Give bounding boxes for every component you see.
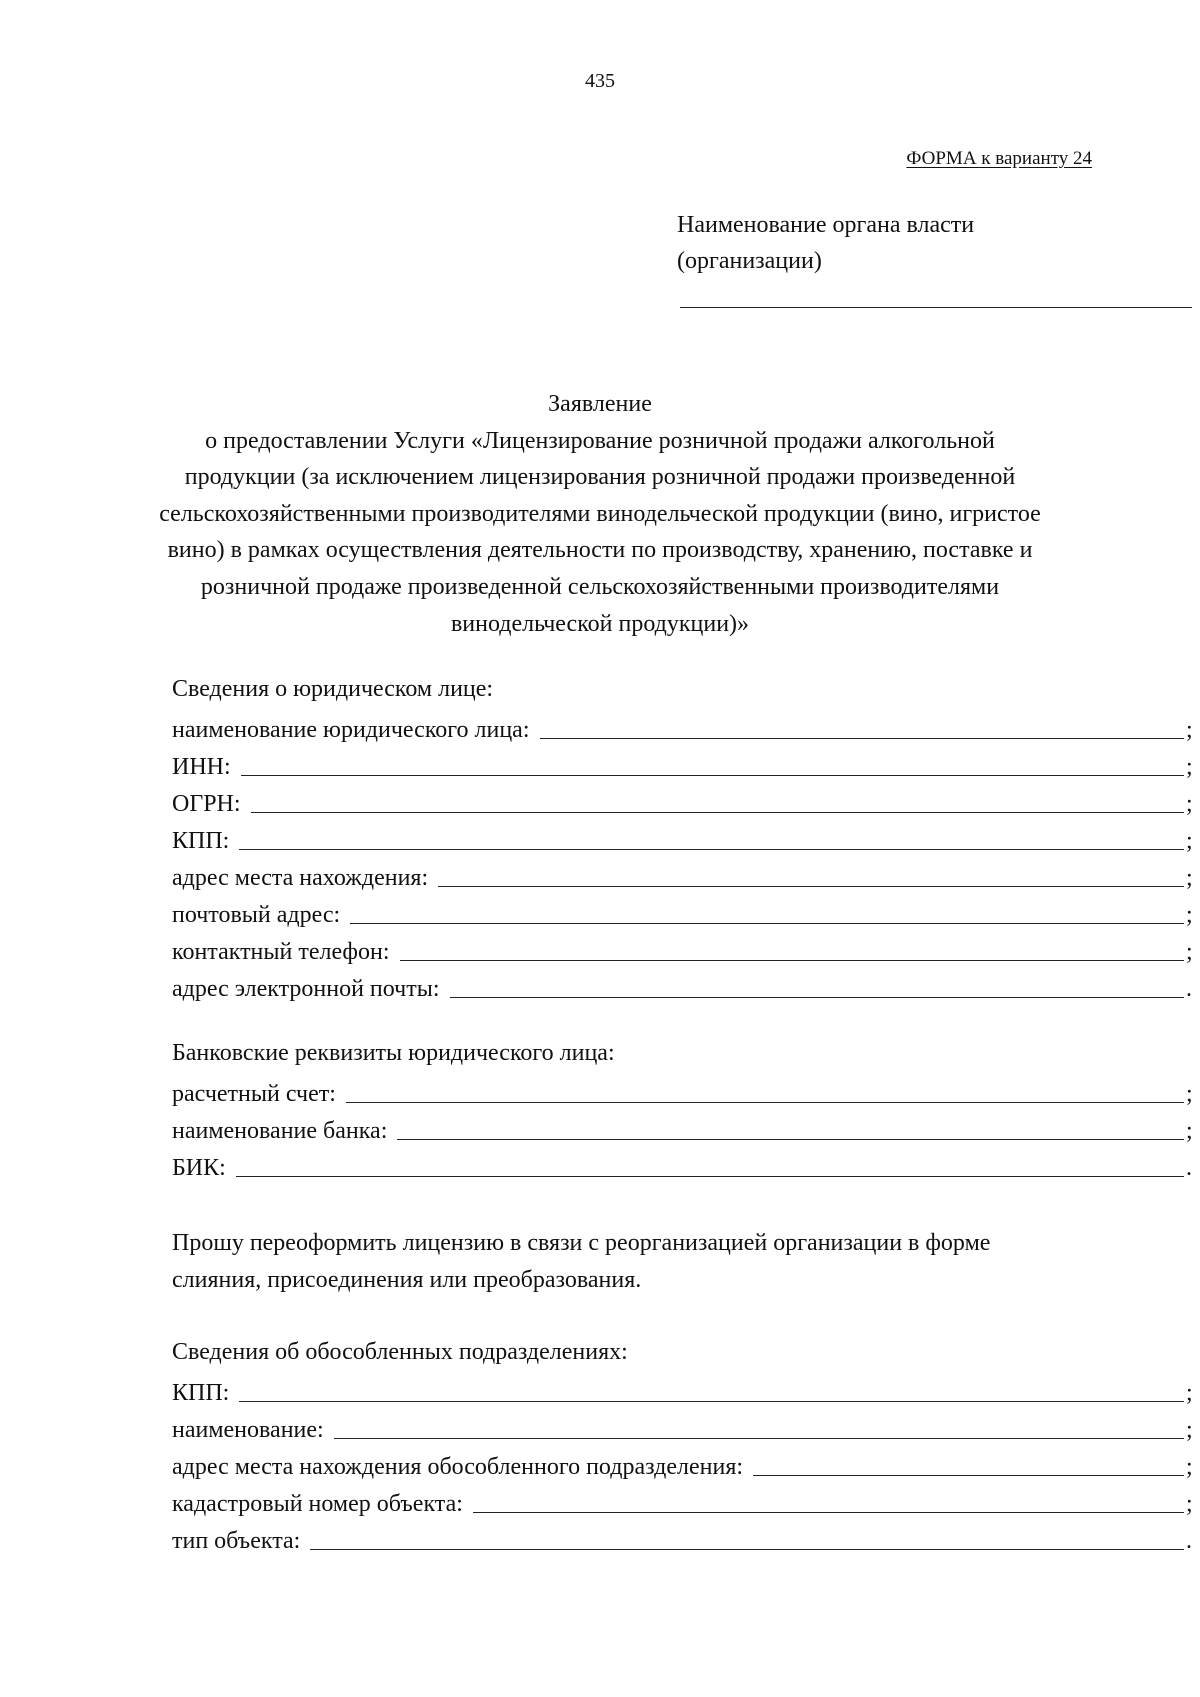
form-reference: ФОРМА к варианту 24 bbox=[906, 148, 1092, 169]
field-terminator: ; bbox=[1186, 717, 1193, 743]
field-row-sub-address bbox=[172, 1445, 1198, 1482]
field-row-bik bbox=[172, 1146, 1198, 1183]
field-row-sub-kpp bbox=[172, 1371, 1198, 1408]
subdivisions-section bbox=[172, 1334, 1198, 1556]
field-terminator: ; bbox=[1186, 791, 1193, 817]
field-row-kpp bbox=[172, 819, 1198, 856]
field-row-postal-address bbox=[172, 893, 1198, 930]
bank-details-section bbox=[172, 1035, 1198, 1183]
field-row-address bbox=[172, 856, 1198, 893]
field-row-bank-name bbox=[172, 1109, 1198, 1146]
title-line: розничной продаже произведенной сельскохозяйственными производителями bbox=[200, 573, 1000, 600]
field-terminator: ; bbox=[1186, 828, 1193, 854]
field-label: адрес места нахождения: bbox=[172, 865, 429, 891]
field-terminator: ; bbox=[1186, 865, 1193, 891]
field-row-phone bbox=[172, 930, 1198, 967]
field-label: почтовый адрес: bbox=[172, 902, 341, 928]
field-row-email bbox=[172, 967, 1198, 1004]
ogrn-field[interactable] bbox=[251, 784, 1184, 813]
request-line: слияния, присоединения или преобразования. bbox=[172, 1267, 642, 1293]
section-heading: Сведения об обособленных подразделениях: bbox=[172, 1339, 628, 1365]
field-label: ОГРН: bbox=[172, 791, 241, 817]
field-terminator: ; bbox=[1186, 1417, 1193, 1443]
field-label: наименование юридического лица: bbox=[172, 717, 530, 743]
field-terminator: ; bbox=[1186, 939, 1193, 965]
field-label: БИК: bbox=[172, 1155, 226, 1181]
field-terminator: ; bbox=[1186, 1454, 1193, 1480]
authority-line-1: Наименование органа власти bbox=[677, 212, 975, 238]
authority-block bbox=[677, 207, 974, 279]
title-line: Заявление bbox=[548, 391, 652, 417]
field-terminator: ; bbox=[1186, 1380, 1193, 1406]
field-row-inn bbox=[172, 745, 1198, 782]
address-field[interactable] bbox=[438, 858, 1184, 887]
application-title bbox=[150, 386, 1050, 642]
title-line: сельскохозяйственными производителями винодельческой продукции (вино, игристое bbox=[159, 500, 1041, 527]
field-terminator: ; bbox=[1186, 754, 1193, 780]
subdivision-kpp-field[interactable] bbox=[239, 1373, 1184, 1402]
field-row-sub-name bbox=[172, 1408, 1198, 1445]
field-row-company-name bbox=[172, 708, 1198, 745]
field-terminator: ; bbox=[1186, 1491, 1193, 1517]
field-row-ogrn bbox=[172, 782, 1198, 819]
field-row-cadastral bbox=[172, 1482, 1198, 1519]
object-type-field[interactable] bbox=[310, 1521, 1184, 1550]
field-terminator: ; bbox=[1186, 902, 1193, 928]
field-label: ИНН: bbox=[172, 754, 231, 780]
title-line: вино) в рамках осуществления деятельности по производству, хранению, поставке и bbox=[167, 537, 1033, 564]
field-label: наименование: bbox=[172, 1417, 324, 1443]
field-terminator: . bbox=[1186, 1528, 1192, 1554]
field-row-account bbox=[172, 1072, 1198, 1109]
field-terminator: ; bbox=[1186, 1081, 1193, 1107]
field-label: КПП: bbox=[172, 1380, 230, 1406]
field-label: КПП: bbox=[172, 828, 230, 854]
field-label: адрес места нахождения обособленного подразделения: bbox=[172, 1454, 744, 1480]
field-label: расчетный счет: bbox=[172, 1081, 336, 1107]
field-terminator: ; bbox=[1186, 1118, 1193, 1144]
field-label: наименование банка: bbox=[172, 1118, 388, 1144]
subdivision-name-field[interactable] bbox=[334, 1410, 1184, 1439]
field-label: контактный телефон: bbox=[172, 939, 390, 965]
section-heading: Сведения о юридическом лице: bbox=[172, 676, 494, 702]
page-number: 435 bbox=[585, 70, 615, 92]
postal-address-field[interactable] bbox=[350, 895, 1184, 924]
subdivision-address-field[interactable] bbox=[753, 1447, 1184, 1476]
field-label: кадастровый номер объекта: bbox=[172, 1491, 463, 1517]
title-line: о предоставлении Услуги «Лицензирование розничной продажи алкогольной bbox=[205, 427, 995, 454]
request-paragraph bbox=[172, 1225, 990, 1299]
legal-entity-section bbox=[172, 671, 1198, 1004]
kpp-field[interactable] bbox=[239, 821, 1184, 850]
authority-line-2: (организации) bbox=[677, 248, 822, 274]
cadastral-number-field[interactable] bbox=[473, 1484, 1184, 1513]
inn-field[interactable] bbox=[241, 747, 1184, 776]
company-name-field[interactable] bbox=[540, 710, 1184, 739]
field-terminator: . bbox=[1186, 1155, 1192, 1181]
field-row-object-type bbox=[172, 1519, 1198, 1556]
request-line: Прошу переоформить лицензию в связи с реорганизацией организации в форме bbox=[172, 1230, 991, 1256]
field-label: адрес электронной почты: bbox=[172, 976, 440, 1002]
bank-name-field[interactable] bbox=[397, 1111, 1184, 1140]
bik-field[interactable] bbox=[236, 1148, 1184, 1177]
section-heading: Банковские реквизиты юридического лица: bbox=[172, 1040, 615, 1066]
phone-field[interactable] bbox=[400, 932, 1185, 961]
email-field[interactable] bbox=[450, 969, 1185, 998]
authority-input-line[interactable] bbox=[680, 307, 1192, 308]
title-line: продукции (за исключением лицензирования розничной продажи произведенной bbox=[184, 464, 1016, 491]
account-field[interactable] bbox=[346, 1074, 1184, 1103]
title-line: винодельческой продукции)» bbox=[450, 610, 750, 637]
field-label: тип объекта: bbox=[172, 1528, 301, 1554]
field-terminator: . bbox=[1186, 976, 1192, 1002]
